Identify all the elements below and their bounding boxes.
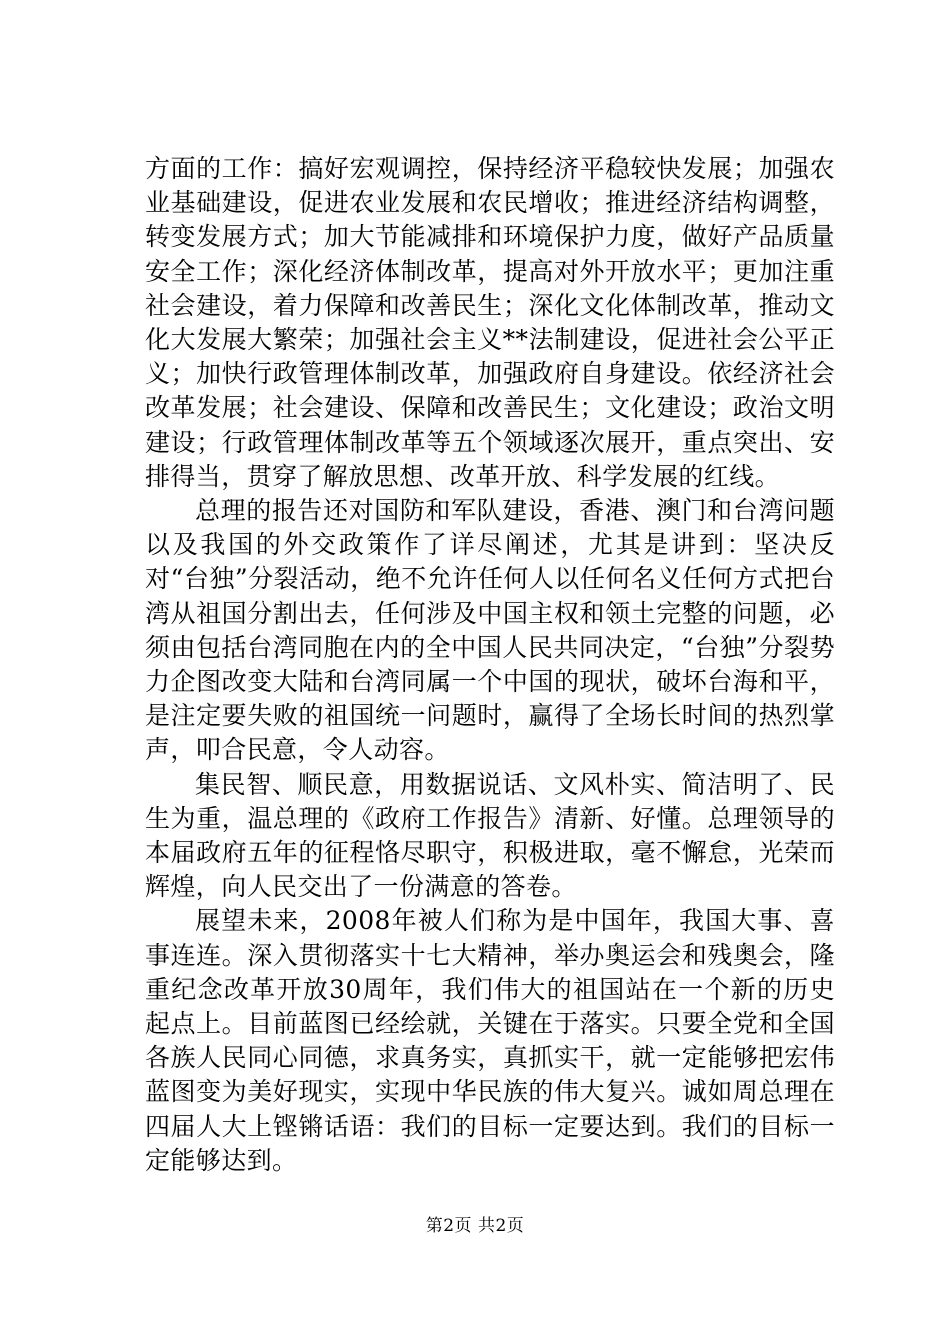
paragraph-2: 总理的报告还对国防和军队建设，香港、澳门和台湾问题以及我国的外交政策作了详尽阐述，尤其是讲到：坚决反对“台独”分裂活动，绝不允许任何人以任何名义任何方式把台湾从祖国分割出去，任何涉及中国主权和领土完整的问题，必须由包括台湾同胞在内的全中国人民共同决定，“台独”分裂势力企图改变大陆和台湾同属一个中国的现状，破坏台海和平，是注定要失败的祖国统一问题时，赢得了全场长时间的热烈掌声，叩合民意，令人动容。 [145, 496, 835, 765]
paragraph-3: 集民智、顺民意，用数据说话、文风朴实、简洁明了、民生为重，温总理的《政府工作报告》清新、好懂。总理领导的本届政府五年的征程恪尽职守，积极进取，毫不懈怠，光荣而辉煌，向人民交出了一份满意的答卷。 [145, 769, 835, 902]
page-number-footer: 第2页 共2页 [425, 1216, 525, 1236]
document-body [145, 152, 835, 1178]
paragraph-4: 展望未来，2008年被人们称为是中国年，我国大事、喜事连连。深入贯彻落实十七大精神，举办奥运会和残奥会，隆重纪念改革开放30周年，我们伟大的祖国站在一个新的历史起点上。目前蓝图已经绘就，关键在于落实。只要全党和全国各族人民同心同德，求真务实，真抓实干，就一定能够把宏伟蓝图变为美好现实，实现中华民族的伟大复兴。诚如周总理在四届人大上铿锵话语：我们的目标一定要达到。我们的目标一定能够达到。 [145, 906, 835, 1175]
paragraph-1: 方面的工作：搞好宏观调控，保持经济平稳较快发展；加强农业基础建设，促进农业发展和农民增收；推进经济结构调整，转变发展方式；加大节能减排和环境保护力度，做好产品质量安全工作；深化经济体制改革，提高对外开放水平；更加注重社会建设，着力保障和改善民生；深化文化体制改革，推动文化大发展大繁荣；加强社会主义**法制建设，促进社会公平正义；加快行政管理体制改革，加强政府自身建设。依经济社会改革发展；社会建设、保障和改善民生；文化建设；政治文明建设；行政管理体制改革等五个领域逐次展开，重点突出、安排得当，贯穿了解放思想、改革开放、科学发展的红线。 [145, 154, 835, 491]
